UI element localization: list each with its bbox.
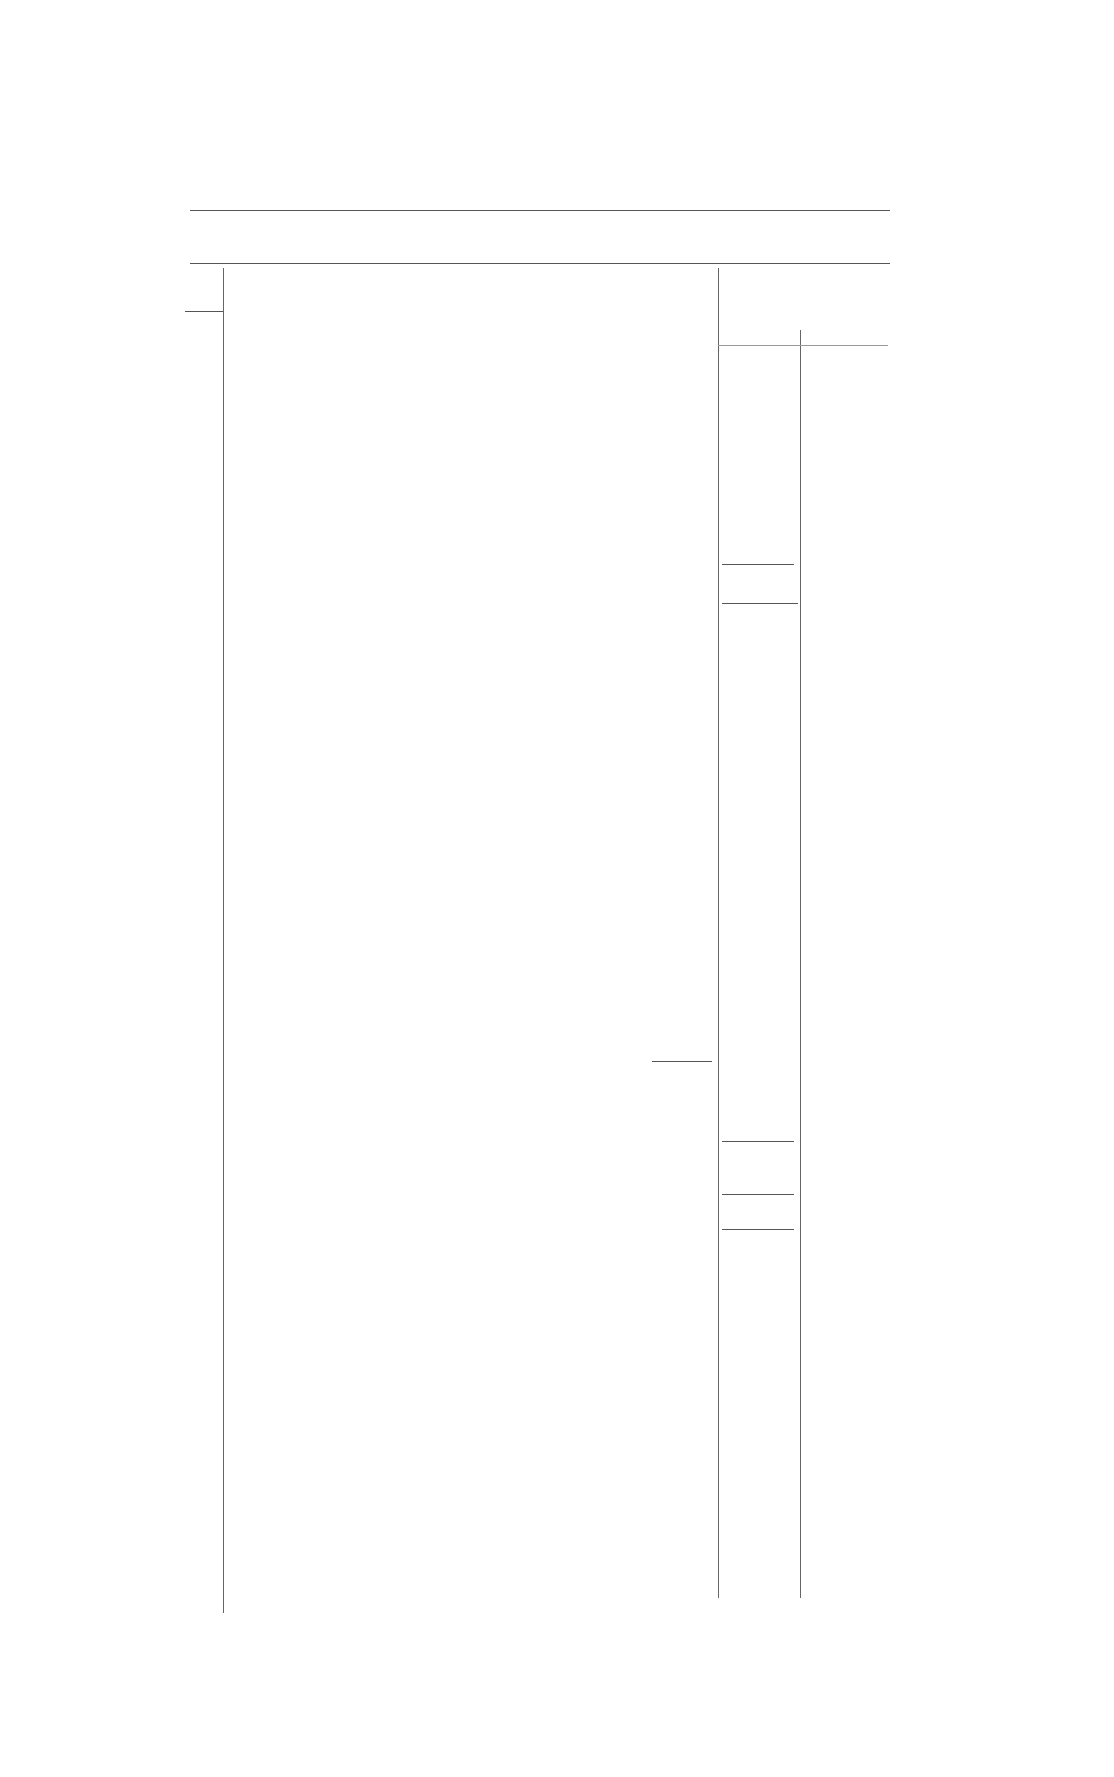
total-rule (722, 603, 798, 604)
class-b-rule (652, 1061, 712, 1062)
class-rule (190, 263, 890, 264)
item-header-rule (185, 311, 223, 312)
gross-rule (722, 1141, 794, 1142)
net-rule (722, 1229, 794, 1230)
amount-column-rule (718, 268, 719, 1598)
total-column-rule (800, 330, 801, 1598)
title-rule (190, 210, 890, 211)
less-rule (722, 1194, 794, 1195)
subtotal-rule (722, 564, 794, 565)
item-column-rule (223, 268, 224, 1613)
year-header-rule (718, 345, 888, 346)
